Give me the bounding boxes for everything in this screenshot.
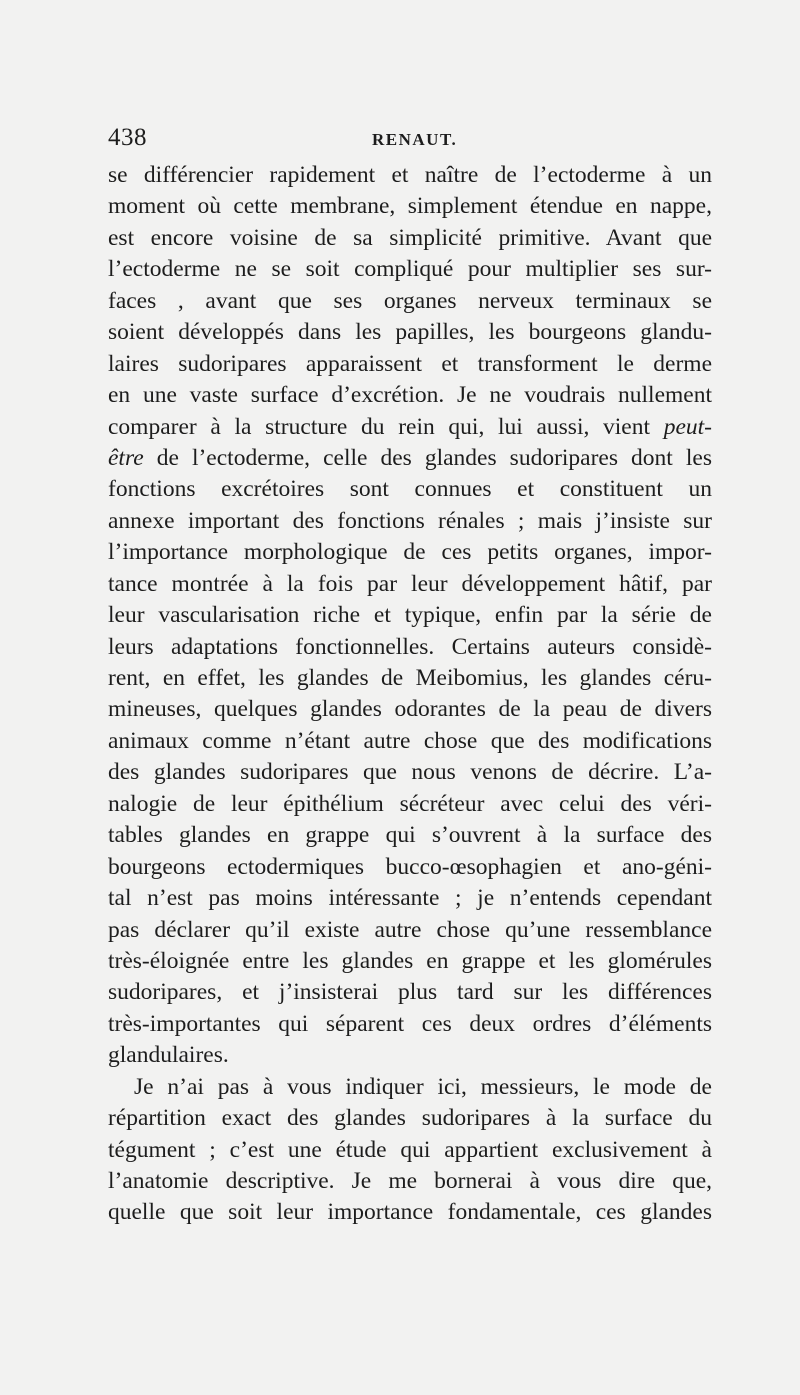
text-line: est encore voisine de sa simplicité primitive. Avant que xyxy=(108,224,712,251)
text-line: en une vaste surface d’excrétion. Je ne voudrais nullement xyxy=(108,382,712,409)
text-line: très-importantes qui séparent ces deux ordres d’éléments xyxy=(108,1010,712,1037)
page-header xyxy=(108,124,712,158)
text-line-paragraph-start: Je n’ai pas à vous indiquer ici, messieurs, le mode de xyxy=(134,1073,712,1100)
text-line: tal n’est pas moins intéressante ; je n’entends cependant xyxy=(108,885,712,912)
text-line: tance montrée à la fois par leur développement hâtif, par xyxy=(108,570,712,597)
text-line: bourgeons ectodermiques bucco-œsophagien et ano-géni- xyxy=(108,853,712,880)
text-line: l’anatomie descriptive. Je me bornerai à vous dire que, xyxy=(108,1168,712,1194)
text-line: leurs adaptations fonctionnelles. Certains auteurs considè- xyxy=(108,633,712,660)
text-line: faces , avant que ses organes nerveux terminaux se xyxy=(108,287,712,314)
text-line: très-éloignée entre les glandes en grappe et les glomérules xyxy=(108,947,712,974)
text-line: des glandes sudoripares que nous venons de décrire. L’a- xyxy=(108,759,712,786)
text-line: l’importance morphologique de ces petits organes, impor- xyxy=(108,539,712,566)
text-line-paragraph-end: glandulaires. xyxy=(108,1042,229,1069)
text-line-with-italic xyxy=(108,412,712,443)
text-line: fonctions excrétoires sont connues et constituent un xyxy=(108,476,712,503)
text-line: se différencier rapidement et naître de l’ectoderme à un xyxy=(108,162,712,188)
italic-word: être xyxy=(108,444,144,471)
text-line: leur vascularisation riche et typique, enfin par la série de xyxy=(108,602,712,629)
text-line: soient développés dans les papilles, les bourgeons glandu- xyxy=(108,319,712,346)
page-number: 438 xyxy=(108,124,147,151)
italic-word: peut- xyxy=(663,413,712,440)
text-segment: de l’ectoderme, celle des glandes sudoripares dont les xyxy=(143,444,712,471)
text-line: l’ectoderme ne se soit compliqué pour multiplier ses sur- xyxy=(108,256,712,283)
text-line: rent, en effet, les glandes de Meibomius, les glandes céru- xyxy=(108,665,712,691)
text-line: tables glandes en grappe qui s’ouvrent à la surface des xyxy=(108,822,712,849)
text-line: laires sudoripares apparaissent et transforment le derme xyxy=(108,350,712,377)
text-line: quelle que soit leur importance fondamentale, ces glandes xyxy=(108,1199,712,1226)
text-segment: comparer à la structure du rein qui, lui aussi, vient xyxy=(108,413,664,440)
text-line: pas déclarer qu’il existe autre chose qu’une ressemblance xyxy=(108,916,712,943)
text-line: annexe important des fonctions rénales ; mais j’insiste sur xyxy=(108,507,712,534)
text-line: moment où cette membrane, simplement étendue en nappe, xyxy=(108,193,712,220)
text-line: nalogie de leur épithélium sécréteur avec celui des véri- xyxy=(108,790,712,817)
text-line: sudoripares, et j’insisterai plus tard sur les différences xyxy=(108,979,712,1006)
running-head: RENAUT. xyxy=(372,130,458,149)
text-line-with-italic xyxy=(108,443,712,474)
text-line: répartition exact des glandes sudoripares à la surface du xyxy=(108,1105,712,1132)
text-line: mineuses, quelques glandes odorantes de la peau de divers xyxy=(108,696,712,723)
text-line: animaux comme n’étant autre chose que des modifications xyxy=(108,727,712,754)
body-text xyxy=(108,160,712,1229)
text-line: tégument ; c’est une étude qui appartient exclusivement à xyxy=(108,1136,712,1163)
